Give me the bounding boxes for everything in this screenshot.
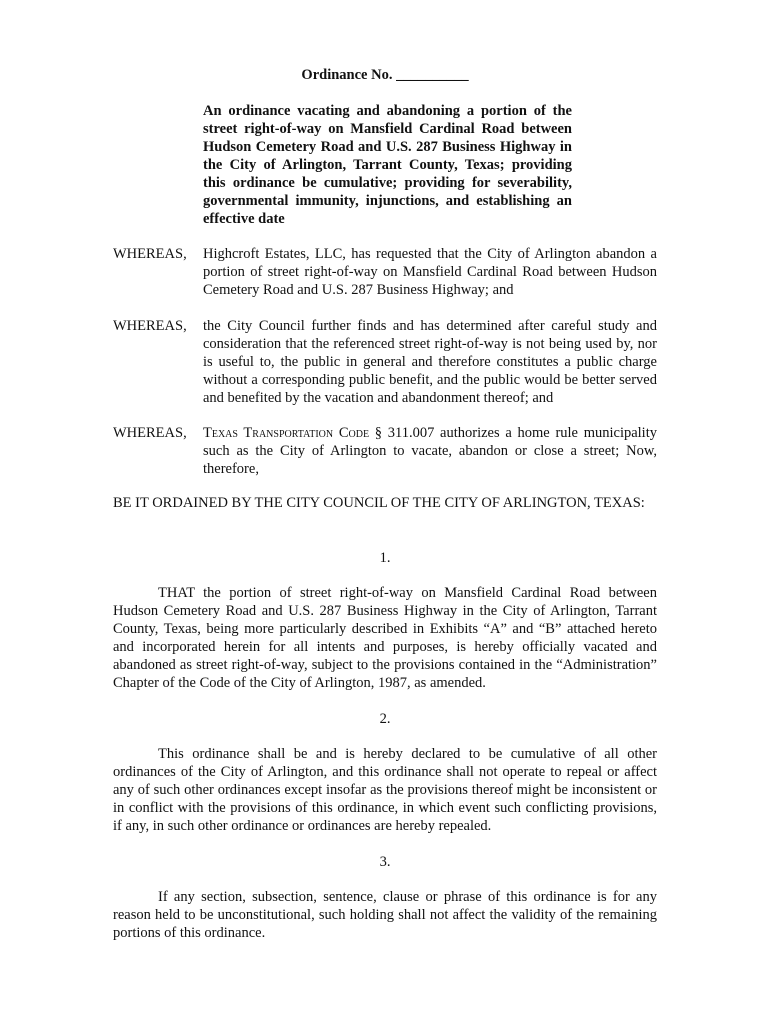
- whereas-keyword: WHEREAS,: [113, 425, 187, 441]
- whereas-keyword: WHEREAS,: [113, 318, 187, 334]
- ordinance-title: Ordinance No. __________: [301, 67, 469, 83]
- whereas-clause-3: [113, 424, 657, 478]
- section-number-3: 3.: [379, 854, 391, 870]
- section-text-2: This ordinance shall be and is hereby declared to be cumulative of all other ordinances of the City of Arlington, and this ordinance shall not operate to repeal or affect any of such other ordinances except insofar as the provisions thereof might be inconsistent or in conflict with the provisions of this ordinance, in which event such conflicting provisions, if any, in such other ordinance or ordinances are hereby repealed.: [113, 746, 657, 834]
- whereas-text: Highcroft Estates, LLC, has requested that the City of Arlington abandon a portion of street right-of-way on Mansfield Cardinal Road between Hudson Cemetery Road and U.S. 287 Business Highway; and: [203, 246, 657, 298]
- ordaining-clause: BE IT ORDAINED BY THE CITY COUNCIL OF THE CITY OF ARLINGTON, TEXAS:: [113, 495, 645, 511]
- whereas-clause-2: [113, 317, 657, 407]
- section-text-3: If any section, subsection, sentence, clause or phrase of this ordinance is for any reason held to be unconstitutional, such holding shall not affect the validity of the remaining portions of this ordinance.: [113, 889, 657, 941]
- statute-name: Texas Transportation Code: [203, 425, 370, 441]
- section-number-1: 1.: [379, 550, 391, 566]
- whereas-keyword: WHEREAS,: [113, 246, 187, 262]
- whereas-clause-1: [113, 245, 657, 299]
- whereas-text: § 311.007 authorizes a home rule municipality such as the City of Arlington to vacate, abandon or close a street; Now, therefore,: [203, 425, 657, 477]
- section-text-1: THAT the portion of street right-of-way on Mansfield Cardinal Road between Hudson Cemetery Road and U.S. 287 Business Highway in the City of Arlington, Tarrant County, Texas, being more particularly described in Exhibits “A” and “B” attached hereto and incorporated herein for all intents and purposes, is hereby officially vacated and abandoned as street right-of-way, subject to the provisions contained in the “Administration” Chapter of the Code of the City of Arlington, 1987, as amended.: [113, 585, 657, 691]
- ordinance-caption: An ordinance vacating and abandoning a portion of the street right-of-way on Mansfield Cardinal Road between Hudson Cemetery Road and U.S. 287 Business Highway in the City of Arlington, Tarrant County, Texas; providing this ordinance be cumulative; providing for severability, governmental immunity, injunctions, and establishing an effective date: [203, 103, 572, 227]
- whereas-text-with-code: [203, 424, 657, 478]
- whereas-text: the City Council further finds and has determined after careful study and consideration that the referenced street right-of-way is not being used by, nor is useful to, the public in general and therefore constitutes a public charge without a corresponding public benefit, and the public would be better served and benefited by the vacation and abandonment thereof; and: [203, 318, 657, 406]
- section-number-2: 2.: [379, 711, 391, 727]
